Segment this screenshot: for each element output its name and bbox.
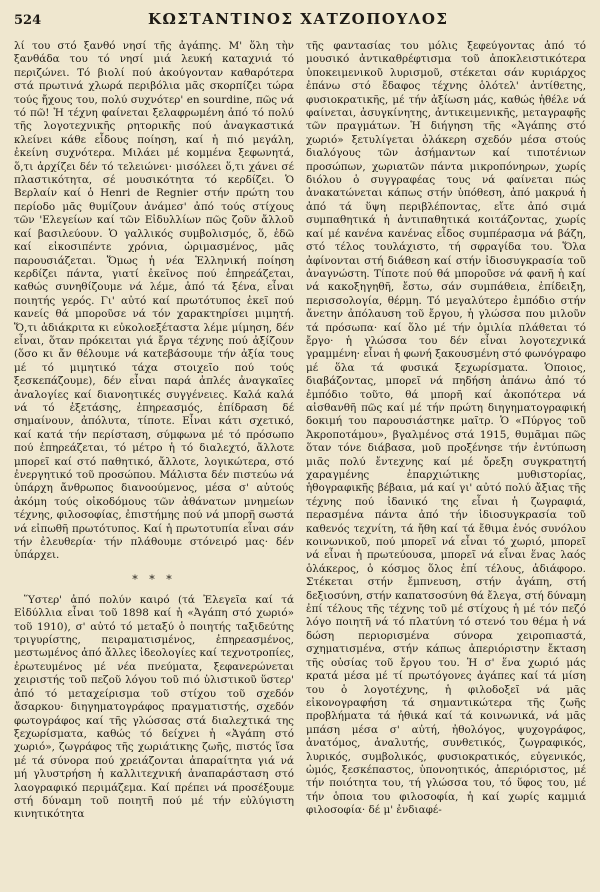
- text-columns: [14, 40, 586, 822]
- right-column: [306, 40, 586, 822]
- left-paragraph-2: Ὕστερ' ἀπό πολύν καιρό (τά Ἐλεγεῖα καί τά Εἰδύλλια εἶναι τοῦ 1898 καί ἡ «Ἀγάπη στό χωριό» τοῦ 1910), σ' αὐτό τό μεταξύ ὁ ποιητής ταξιδεύτης τριγυρίστης, πειραματισμένος, ἐπηρεασμένος, μεστωμένος ἀπό ἄλλες ἰδεολογίες καί τεχνοτροπίες, ἐρωτευμένος μέ νέα πνεύματα, ξεφανερώνεται χειριστής τοῦ πεζοῦ λόγου τοῦ πιό ὑλιστικοῦ ὕστερ' ἀπό τό μεταχείρισμα τοῦ στίχου τοῦ σχεδόν ἄσαρκου· διηγηματογράφος πραγματιστής, σχεδόν φωτογράφος καί τῆς γλώσσας στά διαλεχτικά της ξεχωρίσματα, καθώς τό δείχνει ἡ «Ἀγάπη στό χωριό», ζωγράφος τῆς χωριάτικης ζωῆς, πιστός ἴσα μέ τά σύνορα πού χρειάζονται ἀπαραίτητα γιά νά μή γλυστρήση ἡ καλλιτεχνική ἀναπαράσταση στό λαογραφικό περιμάζεμα. Καί πρέπει νά προσέξουμε στή δύναμη τοῦ ποιητῆ πού μέ τήν εὐλύγιστη κινητικότητα: [14, 593, 294, 821]
- left-paragraph-1: λί του στό ξανθό νησί τῆς ἀγάπης. Μ' ὅλη τὴν ξανθάδα του τό νησί μιά λευκή καταχνιά τό περιζώνει. Τό βιολί πού ἀκούγονταν καθαρότερα στά πρωτινά χλωρά περιβόλια μᾶς σκορπίζει τώρα τούς ἤχους του, πολύ συχνότερ' en sourdine, πῶς νά τό πῶ! Ἡ τέχνη φαίνεται ξελαφρωμένη ἀπό τό πολύ τῆς λογοτεχνικῆς ρητορικῆς πού ἀναγκαστικά κλείνει κάθε εἶδους ποίηση, καί ἡ πιό μεγάλη, ἐκείνη συχνότερα. Μιλάει μέ κομμένα ξεφωνητά, ὅ,τι ἀρχίζει δέν τό τελειώνει· μισόλεει ὅ,τι χάνει σέ πλαστικότητα, σέ μουσικότητα τό κερδίζει. Ὁ Βερλαίν καί ὁ Henri de Regnier στήν πρώτη του περίοδο μᾶς θυμίζουν ἀνάμεσ' ἀπό τούς στίχους τῶν 'Ελεγείων καί τῶν Εἰδυλλίων πῶς ζοῦν ἄλλοῦ καί βασιλεύουν. Ὁ γαλλικός συμβολισμός, ὅ, ἐδῶ καί εἰκοσιπέντε χρόνια, ὡριμασμένος, μᾶς παρουσιάζεται. Ὅμως ἡ νέα Ἑλληνική ποίηση κερδίζει πάντα, γιατί ἐκεῖνος πού ἐπηρεάζεται, καθώς συνηθίζουμε νά λέμε, ἀπό τά ξένα, εἶναι ποιητής γερός. Γι' αὐτό καί πρωτότυπος ἐκεῖ πού κανείς θά μποροῦσε νά τόν χαρακτηρίσει μιμητή. Ὅ,τι ἀδιάκριτα κι εὐκολοεξέταστα λέμε μίμηση, δέν εἶναι, ὅταν πρόκειται γιά ἔργα τέχνης πού ἀξίζουν (ὅσο κι ἄν θέλουμε νά κατεβάσουμε τήν ἀξία τους μέ τό μιμητικό τάχα στοιχεῖο πού τούς ξεσκεπάζουμε), δέν εἶναι παρά ἁπλές ἀναγκαῖες ἀναλογίες καί διανοητικές συγγένειες. Καλά καλά νά τό ἐξετάσης, ἐπηρεασμός, ἐπίδραση δέ σημαίνουν, ἀπόλυτα, τίποτε. Εἶναι κάτι σχετικό, καί κατά τήν περίσταση, σύμφωνα μέ τό πρόσωπο πού ἐπηρεάζεται, τό μέτρο ἡ τό διαλεχτό, ἄλλοτε μπορεῖ καί στό παθητικό, ἄλλοτε, λογικώτερα, στό ἐνεργητικό τοῦ προσώπου. Μάλιστα δέν πιστεύω νά ὑπάρχη ἄνθρωπος διανοούμενος, μέσα σ' αὐτούς ἀκόμη τούς οἰκοδόμους τῶν ἀθάνατων μνημείων τέχνης, φιλοσοφίας, ἐπιστήμης πού νά μπορῆ σωστά νά εἰπωθῆ πρωτότυπος. Καί ἡ πρωτοτυπία εἶναι σάν τήν ἐλευθερία· τήν πλάθουμε στόνειρό μας· δέν ὑπάρχει.: [14, 40, 294, 562]
- page-number: 524: [14, 13, 42, 28]
- right-paragraph-1: τῆς φαντασίας του μόλις ξεφεύγοντας ἀπό τό μουσικό ἀντικαθρέφτισμα τοῦ ἀποκλειστικότερα ὑποκειμενικοῦ λυρισμοῦ, στέκεται σάν κυριάρχος ἐπάνω στό ἔδαφος τέχνης ὁλότελ' ἀντίθετης, φυσιοκρατικῆς, μέ τήν ἀξίωση μάς, καθώς ἡθέλε νά φαίνεται, ἀσυγκίνητης, ἀντικειμενικῆς, μεταγραφῆς τῶν πραγμάτων. Ἡ διήγηση τῆς «Ἀγάπης στό χωριό» ξετυλίγεται ὁλάκερη σχεδόν μέσα στούς διαλόγους τῶν ἀσήμαντων καί τιποτένιων προσώπων, χωριατῶν πάντα μικροπόνηρων, χωρίς διόλου ὁ συγγραφέας τους νά φαίνεται πώς ἀνακατώνεται κάπως στήν ὑπόθεση, ἀπό μακρυά ἡ ἀπό τά ὕψη περιβλέποντας, εἴτε ἀπό σιμά συμπαθητικά ἡ ἀντιπαθητικά κοιτάζοντας, χωρίς καί μέ κανένα κανένας εἶδος συμπέρασμα νά βάζη, στό τέλος τουλάχιστο, τή σφραγίδα του. Ὅλα ἀφίνονται στή διάθεση καί στήν ἰδιοσυγκρασία τοῦ ἀναγνώστη. Τίποτε πού θά μποροῦσε νά φανῆ ἡ καί νά κακοξηγηθῆ, ἔστω, σάν συμπάθεια, ἐπίδειξη, περισσολογία, θέρμη. Τό μεγαλύτερο ἐμπόδιο στήν ἄνετην ἀπόλαυση τοῦ ἔργου, ἡ γλώσσα που μιλοῦν τά πρόσωπα· καί ὅλο μέ τήν ὁμιλία πλάθεται τό ἔργο· ἡ γλώσσα του δέν εἶναι λογοτεχνικά γραμμένη· εἶναι ἡ φωνή ξακουσμένη στό φωνόγραφο μέ ὅλα τά φυσικά ξεχωρίσματα. Ὁποιος, διαβάζοντας, μπορεῖ νά πηδήση ἀπάνω ἀπό τό ἐμπόδιο τοῦτο, θά μπορῆ καί ἀκοπότερα νά αἰσθανθῆ πῶς καί μέ τήν πρώτη διηγηματογραφική δοκιμή του παρουσιάστηκε μαῖτρ. Ὁ «Πύργος τοῦ Ἀκροποτάμου», βγαλμένος στά 1915, θυμᾶμαι πῶς ὅταν τόνε διάβασα, μοῦ προξένησε τήν ἐντύπωση μιᾶς πολύ ἔντεχνης καί μέ ὄρεξη συγκρατητή χαραγμένης ἐπαρχιώτικης μυθιστορίας, ἡθογραφικῆς βέβαια, μά καί γι' αὐτό πολύ ἄξιας τῆς τέχνης πού ἰδανικό της εἶναι ἡ ζωγραφιά, περασμένα πάντα ἀπό τήν ἰδιοσυγκρασία τοῦ καθενός τεχνίτη, τά ἤθη καί τά ἔθιμα ἑνός συνόλου κοινωνικοῦ, πού μπορεῖ νά εἶναι τό χωριό, μπορεῖ νά εἶναι ἡ πρωτεύουσα, μπορεῖ νά εἶναι ἕνας λαός ὁλάκερος, ὁ κόσμος ὅλος ἐπί τέλους, ἀδιάφορο. Στέκεται στήν ἔμπνευση, στήν ἀγάπη, στή δεξιοσύνη, στήν καπατσοσύνη θά ἔλεγα, στή δύναμη ἐπί τέλους τῆς τέχνης τοῦ μέ στίχους ἡ μέ τόν πεζό λόγο ποιητῆ νά τό πλατύνη τό στενό του θέμα ἡ νά δώση περιορισμένα σύνορα χειροπιαστά, σχηματισμένα, στήν κάπως ἀπεριόριστην ἔκταση τῆς οὐσίας τοῦ ἔργου του. Ἡ σ' ἕνα χωριό μάς κρατά μέσα μέ τί πρωτόγονες ἀγάπες καί τά μίση του ὁ λογοτέχνης, ἡ φιλοδοξεῖ νά μᾶς εἰκονογραφήση τά σημαντικώτερα τῆς ζωῆς προβλήματα τά ἠθικά καί τά κοινωνικά, νά μᾶς μπάση μέσα σ' αὐτή, ἠθολόγος, ψυχογράφος, ἀνατόμος, ἀναλυτής, συνθετικός, ζωγραφικός, λυρικός, συμβολικός, φυσιοκρατικός, εὐγενικός, ὠμός, ξεσκέπαστος, ὑπονοητικός, ἀπεριόριστος, μέ τήν ποιότητα του, τή γλώσσα του, τό ὕφος του, μέ τήν ὁποια του φιλοσοφία, ἡ καί χωρίς καμμιά φιλοσοφία· δέ μ' ἐνδιαφέ-: [306, 40, 586, 817]
- left-column: [14, 40, 294, 822]
- page-header: [14, 10, 586, 32]
- running-head: ΚΩΣΤΑΝΤΙΝΟΣ ΧΑΤΖΟΠΟΥΛΟΣ: [148, 10, 449, 28]
- section-separator: * * *: [132, 572, 176, 586]
